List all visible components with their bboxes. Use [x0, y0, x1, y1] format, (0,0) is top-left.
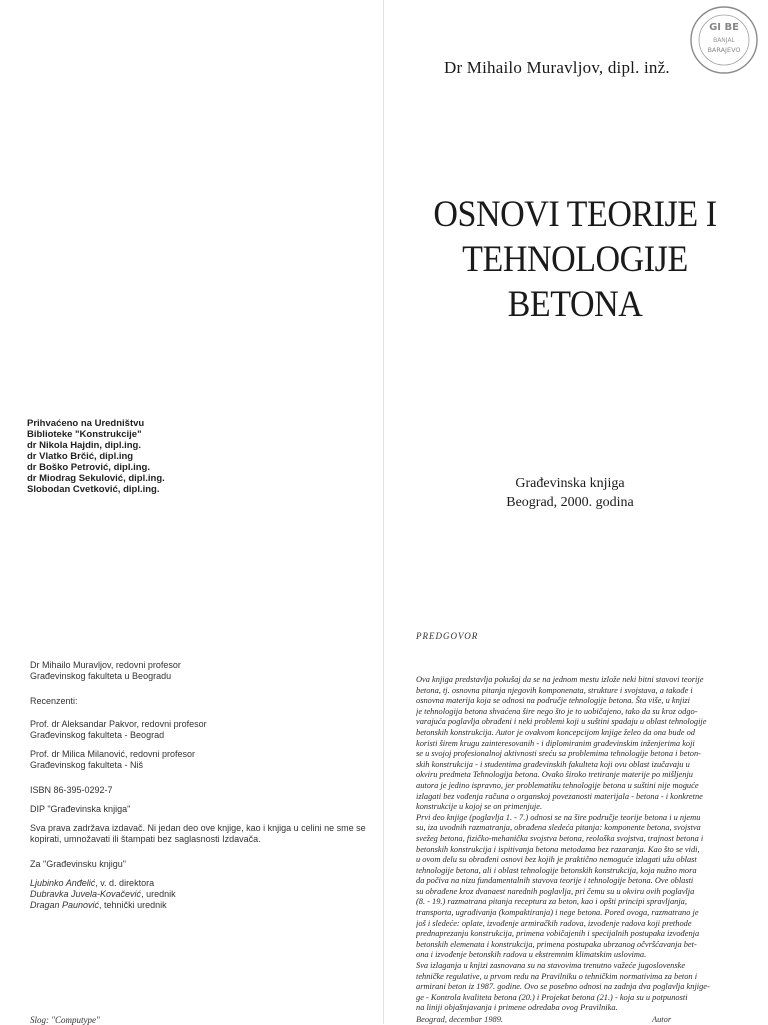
preface-line: se u svojoj profesionalnoj aktivnosti sreću sa problemima tehnologije betona i beton- [416, 749, 701, 759]
publisher-info [420, 474, 720, 512]
preface-line: betonskih elemenata i konstrukcija, primena postupaka ubrzanog očvršćavanja bet- [416, 939, 697, 949]
preface-line: varajuća poglavlja obrađeni i neki problemi koji u suštini spadaju u oblast tehnologije [416, 717, 707, 727]
publisher-name: Građevinska knjiga [515, 476, 625, 491]
reviewers-label: Recenzenti: [30, 696, 78, 706]
staff-name: Dragan Paunović [30, 900, 100, 910]
preface-line: Sva izlaganja u knjizi zasnovana su na stavovima trenutno važeće jugoslovenske [416, 961, 686, 971]
imprint-block [30, 660, 370, 911]
reviewer-line: Građevinskog fakulteta - Niš [30, 760, 144, 770]
preface-line: betonskih konstrukcija. Autor je ovakvom koncepcijom knjige želeo da ona bude od [416, 727, 695, 737]
preface-line: svežeg betona, fizičko-mehanička svojstva betona, reološka svojstva, trajnost betona i [416, 833, 704, 843]
book-title [414, 192, 736, 327]
preface-line: betona, tj. osnovna pitanja njegovih komponenata, strukture i svojstava, a takođe i [416, 685, 693, 695]
preface-line: konstrukcije u kojoj se on primenjuje. [416, 802, 543, 812]
preface-place-date: Beograd, decembar 1989. [416, 1015, 503, 1024]
publication-place-year: Beograd, 2000. godina [506, 495, 634, 510]
reviewer-line: Prof. dr Aleksandar Pakvor, redovni profesor [30, 719, 207, 729]
preface-line: ge - Kontrola kvaliteta betona (20.) i Projekat betona (21.) - koja su u potpunosti [416, 992, 688, 1002]
for-publisher-label: Za "Građevinsku knjigu" [30, 859, 126, 869]
isbn: ISBN 86-395-0292-7 [30, 785, 113, 795]
staff-line [30, 900, 370, 911]
preface-line: skih konstrukcija - i studentima građevinskih fakulteta koji ovu oblast izučavaju u [416, 759, 690, 769]
staff-name: Ljubinko Anđelić [30, 878, 96, 888]
editorial-line: Slobodan Cvetković, dipl.ing. [27, 484, 160, 495]
preface-line: da počiva na nizu fundamentalnih stavova teorije i tehnologije betona. Ove oblasti [416, 876, 694, 886]
reviewer-line: Građevinskog fakulteta - Beograd [30, 730, 165, 740]
preface-line: Ova knjiga predstavlja pokušaj da se na jednom mestu izlože neki bitni stavovi teorije [416, 675, 704, 684]
preface-line: tehničke regulative, u prvom redu na Pravilniku o tehničkim normativima za beton i [416, 971, 698, 981]
preface-footer [416, 1015, 756, 1024]
svg-text:GI BE: GI BE [709, 22, 739, 33]
page-gutter [383, 0, 384, 1024]
title-line-2: TEHNOLOGIJE [462, 239, 688, 280]
preface-line: Prvi deo knjige (poglavlja 1. - 7.) odnosi se na šire područje teorije betona i u njemu [416, 812, 701, 822]
staff-name: Dubravka Juvela-Kovačević [30, 889, 142, 899]
preface-line: okviru predmeta Tehnologija betona. Ovako široko tretiranje materije po mišljenju [416, 770, 693, 780]
preface-text [416, 675, 756, 1014]
preface-line: izlagati bez vođenja računa o organskoj povezanosti materijala - betona - i konkretne [416, 791, 703, 801]
preface-line: (8. - 19.) razmatrana pitanja receptura za beton, kao i opšti principi spravljanja, [416, 897, 687, 907]
editorial-board [27, 418, 165, 495]
editorial-line: Prihvaćeno na Uredništvu [27, 418, 145, 429]
editorial-line: dr Boško Petrović, dipl.ing. [27, 462, 150, 473]
preface-line: su obrađene kroz dvanaest narednih poglavlja, pri čemu su u okviru ovih poglavlja [416, 886, 695, 896]
title-line-1: OSNOVI TEORIJE I [433, 194, 717, 235]
preface-line: osnovna materija koja se odnosi na područje tehnologije betona. Šta više, u knjizi [416, 696, 691, 706]
printer: DIP "Građevinska knjiga" [30, 804, 131, 814]
preface-heading: PREDGOVOR [416, 631, 479, 641]
staff-line [30, 889, 370, 900]
editorial-line: dr Vlatko Brčić, dipl.ing [27, 451, 134, 462]
preface-line: na liniji objašnjavanja i primene odredaba ovog Pravilnika. [416, 1003, 618, 1013]
preface-line: transporta, ugrađivanja (kompaktiranja) i nege betona. Pored ovoga, razmatrano je [416, 908, 699, 918]
author-affiliation: Građevinskog fakulteta u Beogradu [30, 671, 172, 681]
preface-line: tehnologije betona, ali i oblast tehnologije betonskih konstrukcija, koja nužno mora [416, 865, 697, 875]
author-affiliation: Dr Mihailo Muravljov, redovni profesor [30, 660, 181, 670]
typesetting-credit: Slog: "Computype" [30, 1015, 100, 1025]
preface-signature: Autor [652, 1015, 672, 1024]
preface-line: još i sledeće: oplate, izvođenje armiračkih radova, izvođenje radova koji prethode [416, 918, 692, 928]
staff-role: , urednik [141, 889, 176, 899]
author-name: Dr Mihailo Muravljov, dipl. inž. [444, 58, 670, 77]
preface-line: armirani beton iz 1987. godine. Ovo se posebno odnosi na zadnja dva poglavlja knjige- [416, 982, 710, 992]
reviewer-line: Prof. dr Milica Milanović, redovni profesor [30, 749, 196, 759]
editorial-line: dr Nikola Hajdin, dipl.ing. [27, 440, 142, 451]
preface-line: su, iza uvodnih razmatranja, obrađena sledeća pitanja: komponente betona, svojstva [416, 823, 701, 833]
rights-notice: kopirati, umnožavati ili štampati bez saglasnosti Izdavača. [30, 834, 261, 844]
editorial-line: dr Miodrag Sekulović, dipl.ing. [27, 473, 165, 484]
preface-line: autora je jedino ispravno, jer problematiku tehnologije betona u suštini nije moguće [416, 780, 699, 790]
svg-text:BARAJEVO: BARAJEVO [707, 46, 741, 54]
preface-line: betonskih konstrukcija i ispitivanja betona metodama bez razaranja. Kao što se vidi, [416, 844, 700, 854]
editorial-line: Biblioteke "Konstrukcije" [27, 429, 142, 440]
preface-line: prednaprezanju konstrukcija, primena vobičajenih i specijalnih postupaka izvođenja [416, 929, 700, 939]
title-line-3: BETONA [507, 284, 643, 325]
staff-role: , v. d. direktora [95, 878, 155, 888]
staff-line [30, 878, 370, 889]
preface-line: koristi širem krugu zainteresovanih - i diplomiranim građevinskim inženjerima koji [416, 738, 695, 748]
preface-line: ona i izvođenje betonskih radova u ekstremnim klimatskim uslovima. [416, 950, 647, 960]
preface-line: je tehnologija betona shvaćena šire nego što je to uobičajeno, tako da su kroz odgo- [416, 706, 698, 716]
rights-notice: Sva prava zadržava izdavač. Ni jedan deo ove knjige, kao i knjiga u celini ne sme se [30, 823, 366, 833]
preface-line: u ovom delu su obrađeni osnovi bez kojih je praktično nemoguće izlagati užu oblast [416, 855, 697, 865]
svg-text:BANJAL: BANJAL [713, 37, 735, 44]
staff-role: , tehnički urednik [99, 900, 167, 910]
